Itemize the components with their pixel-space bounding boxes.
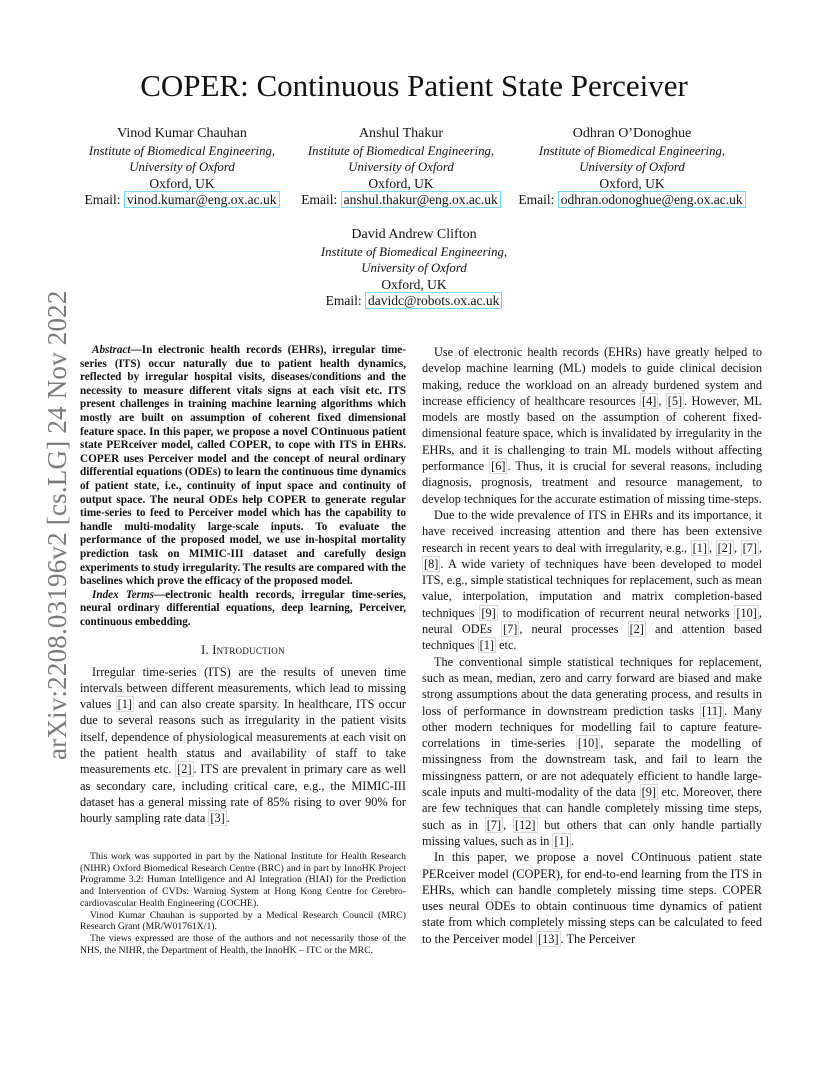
- author-affiliation: Institute of Biomedical Engineering,: [538, 143, 726, 158]
- text-run: ,: [733, 540, 741, 555]
- body-paragraph: [422, 849, 762, 947]
- section-number: I.: [201, 643, 209, 658]
- paper-title: COPER: Continuous Patient State Perceiver: [140, 68, 688, 103]
- author-email-line: [512, 192, 752, 209]
- citation-link[interactable]: [10]: [736, 605, 757, 620]
- email-label: Email:: [325, 293, 362, 309]
- author-affiliation: Institute of Biomedical Engineering,: [88, 143, 276, 158]
- index-terms: [80, 589, 406, 630]
- index-terms-label: Index Terms: [92, 588, 155, 601]
- body-paragraph: [422, 654, 762, 850]
- text-run: but others that can only handle partially missing values, such as in: [422, 817, 763, 848]
- email-label: Email:: [518, 192, 555, 208]
- citation-link[interactable]: [2]: [177, 762, 192, 777]
- author-location: Oxford, UK: [599, 175, 665, 191]
- abstract-label: Abstract: [92, 344, 131, 356]
- arxiv-stamp: arXiv:2208.03196v2 [cs.LG] 24 Nov 2022: [42, 290, 72, 760]
- citation-link[interactable]: [8]: [424, 556, 439, 571]
- text-run: Use of electronic health records (EHRs) have greatly helped to develop machine learning (ML) models to guide clinical decision making, reduce the workload on an already burdened system and increase efficiency of healthcare resources: [422, 345, 762, 408]
- author-block: [304, 227, 524, 310]
- citation-link[interactable]: [13]: [538, 931, 559, 946]
- citation-link[interactable]: [7]: [502, 622, 518, 637]
- section-title: Introduction: [212, 643, 285, 658]
- author-name: Odhran O’Donoghue: [572, 126, 692, 141]
- email-label: Email:: [301, 192, 338, 208]
- text-run: ,: [503, 817, 513, 832]
- left-column: [80, 344, 406, 827]
- text-run: . The Perceiver: [560, 931, 636, 946]
- author-email-link[interactable]: vinod.kumar@eng.ox.ac.uk: [124, 191, 280, 208]
- citation-link[interactable]: [9]: [481, 605, 496, 620]
- author-location: Oxford, UK: [149, 175, 215, 191]
- index-terms-text: —electronic health records, irregular time-series, neural ordinary differential equations, deep learning, Perceiver, continuous embedding.: [80, 588, 406, 628]
- text-run: , neural processes: [519, 622, 628, 637]
- abstract: [80, 344, 406, 589]
- text-run: Irregular time-series (ITS) are the results of uneven time intervals between different measurements, which lead to missing values: [80, 664, 406, 712]
- author-name: David Andrew Clifton: [351, 227, 477, 242]
- text-run: .: [570, 833, 574, 848]
- citation-link[interactable]: [6]: [491, 459, 506, 474]
- text-run: Due to the wide prevalence of ITS in EHRs and its importance, it have received increasing attention and there has been extensive research in recent years to deal with irregularity, e.g.,: [422, 507, 762, 555]
- text-run: , separate the modelling of missingness from the downstream task, and fail to learn the missingness pattern, or are not adequately efficient to handle large-scale inputs and multi-modality of the data: [422, 736, 763, 800]
- text-run: . Many other modern techniques for modelling fail to capture feature-correlations in time-series: [422, 703, 762, 751]
- footnote-disclaimer: The views expressed are those of the authors and not necessarily those of the NHS, the NIHR, the Department of Health, the InnoHK – ITC or the MRC.: [80, 932, 406, 956]
- text-run: The conventional simple statistical techniques for replacement, such as mean, median, zero and carry forward are biased and make strong assumptions about the data generating process, and results in loss of performance in downstream prediction tasks: [422, 654, 762, 718]
- text-run: etc. Moreover, there are few techniques that can handle completely missing time steps, such as in: [422, 785, 762, 832]
- text-run: to modification of recurrent neural networks: [497, 605, 735, 620]
- right-column: [422, 344, 762, 947]
- citation-link[interactable]: [1]: [479, 638, 495, 653]
- citation-link[interactable]: [1]: [692, 540, 707, 555]
- text-run: In this paper, we propose a novel COntinuous patient state PERceiver model (COPER), for end-to-end learning from the ITS in EHRs, which can handle completely missing time steps. COPER uses neural ODEs to obtain continuous time dynamics of patient state from which completely missing steps can be calculated to feed to the Perceiver model: [422, 850, 762, 946]
- author-location: Oxford, UK: [368, 175, 434, 191]
- author-name: Anshul Thakur: [358, 126, 444, 141]
- text-run: etc.: [496, 638, 517, 653]
- text-run: . However, ML models are mostly based on the assumption of coherent fixed-dimensional feature space, which is invalidated by irregularity in the EHRs, and it is challenging to train ML models without affecting performance: [422, 393, 762, 474]
- text-run: ,: [709, 540, 716, 555]
- text-run: . ITS are prevalent in primary care as well as secondary care, including critical care, e.g., the MIMIC-III dataset has a general missing rate of 85% rising to over 90% for hourly sampling rate data: [80, 762, 406, 826]
- citation-link[interactable]: [3]: [210, 811, 225, 826]
- citation-link[interactable]: [10]: [577, 736, 599, 751]
- author-university: University of Oxford: [129, 160, 235, 175]
- section-heading: [80, 642, 406, 658]
- email-label: Email:: [84, 192, 121, 208]
- citation-link[interactable]: [4]: [642, 393, 657, 408]
- citation-link[interactable]: [7]: [742, 540, 757, 555]
- author-email-line: [72, 192, 292, 209]
- citation-link[interactable]: [2]: [717, 540, 732, 555]
- abstract-text: —In electronic health records (EHRs), irregular time-series (ITS) occur naturally due to patient health dynamics, reflected by irregular hospital visits, diseases/conditions and the necessity to measure different vitals signs at each visit etc. ITS present challenges in training machine learning algorithms which mostly are built on assumption of coherent fixed dimensional feature space. In this paper, we propose a novel COntinuous patient state PERceiver model, called COPER, to cope with ITS in EHRs. COPER uses Perceiver model and the concept of neural ordinary differential equations (ODEs) to learn the continuous time dynamics of patient state, i.e., continuity of input space and continuity of output space. The neural ODEs help COPER to generate regular time-series to feed to Perceiver model which has the capability to handle multi-modality large-scale inputs. To evaluate the performance of the proposed model, we use in-hospital mortality prediction task on MIMIC-III dataset and carefully design experiments to study irregularity. The results are compared with the baselines which prove the efficacy of the proposed model.: [80, 344, 406, 588]
- author-block: [512, 126, 752, 209]
- author-email-line: [296, 192, 506, 209]
- text-run: and attention based techniques: [422, 622, 762, 653]
- intro-paragraph: [80, 664, 406, 827]
- footnote-funding: This work was supported in part by the National Institute for Health Research (NIHR) Oxford Biomedical Research Centre (BRC) and in part by InnoHK Project Programme 3.2: Human Intelligence and AI Integration (HIAI) for the Prediction and Intervention of CVDs: Warning System at Hong Kong Centre for Cerebro-cardiovascular Health Engineering (COCHE).: [80, 851, 406, 909]
- text-run: and can also create sparsity. In healthcare, ITS occur due to several reasons such as irregularity in the patient visits itself, dependence of physiological measurements at each visit on the patient health status and availability of staff to take measurements etc.: [80, 697, 406, 777]
- citation-link[interactable]: [2]: [629, 622, 644, 637]
- author-email-link[interactable]: anshul.thakur@eng.ox.ac.uk: [341, 191, 501, 208]
- citation-link[interactable]: [5]: [667, 393, 683, 408]
- citation-link[interactable]: [1]: [117, 697, 132, 712]
- footnotes: [80, 851, 406, 956]
- author-university: University of Oxford: [348, 160, 454, 175]
- author-university: University of Oxford: [579, 160, 685, 175]
- author-email-link[interactable]: davidc@robots.ox.ac.uk: [365, 292, 502, 309]
- text-run: .: [226, 811, 230, 826]
- body-paragraph: [422, 507, 762, 654]
- author-email-link[interactable]: odhran.odonoghue@eng.ox.ac.uk: [558, 191, 746, 208]
- author-email-line: [304, 293, 524, 310]
- text-run: , neural ODEs: [422, 605, 762, 637]
- text-run: ,: [658, 393, 666, 408]
- text-run: . Thus, it is crucial for several reasons, including diagnosis, prognosis, treatment and resource management, to develop techniques for the accurate estimation of missing time-steps.: [422, 459, 762, 506]
- footnote-grant: Vinod Kumar Chauhan is supported by a Medical Research Council (MRC) Research Grant (MR/W01761X/1).: [80, 909, 406, 933]
- author-affiliation: Institute of Biomedical Engineering,: [307, 143, 495, 158]
- body-paragraph: [422, 344, 762, 507]
- text-run: ,: [758, 540, 763, 555]
- citation-link[interactable]: [7]: [486, 817, 502, 832]
- citation-link[interactable]: [12]: [515, 817, 536, 832]
- citation-link[interactable]: [1]: [554, 833, 569, 848]
- author-location: Oxford, UK: [381, 276, 447, 292]
- author-university: University of Oxford: [361, 261, 467, 276]
- citation-link[interactable]: [11]: [702, 703, 723, 718]
- text-run: . A wide variety of techniques have been developed to model ITS, e.g., simple statistical techniques for replacement, such as mean value, interpolation, imputation and matrix completion-based techniques: [422, 556, 762, 620]
- author-block: [72, 126, 292, 209]
- author-name: Vinod Kumar Chauhan: [117, 126, 247, 141]
- citation-link[interactable]: [9]: [641, 785, 656, 800]
- author-affiliation: Institute of Biomedical Engineering,: [320, 244, 508, 259]
- author-block: [296, 126, 506, 209]
